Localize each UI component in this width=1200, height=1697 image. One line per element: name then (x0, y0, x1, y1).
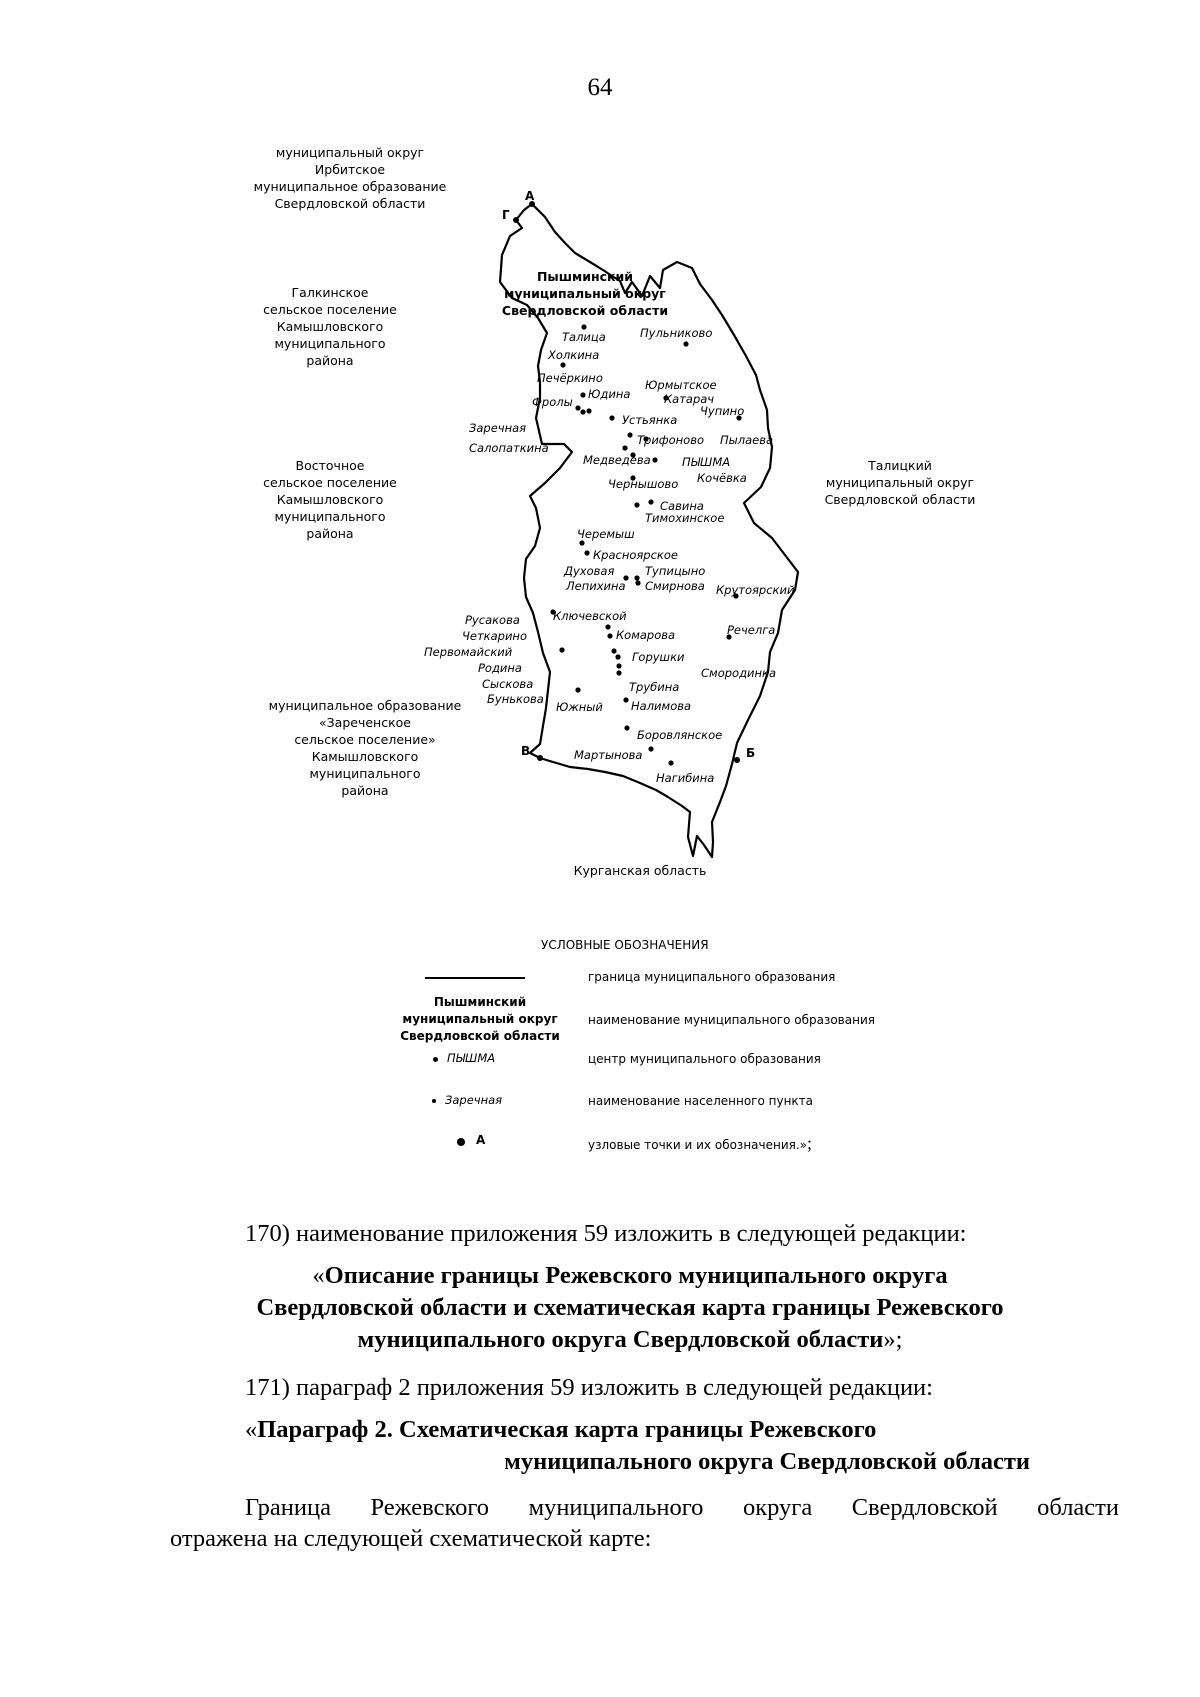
settlement-dot (648, 746, 653, 751)
heading-appendix-59-name (170, 1260, 1090, 1356)
settlement-dot (634, 502, 639, 507)
settlement-ustyanka: Устьянка (622, 413, 678, 427)
settlement-dot (622, 445, 627, 450)
settlement-rodina: Родина (478, 661, 522, 675)
settlement-medvedeva: Медведева (583, 453, 651, 467)
legend-boundary-line (425, 977, 525, 979)
settlement-salopatkina: Салопаткина (469, 441, 549, 455)
settlement-smorodinka: Смородинка (701, 666, 777, 680)
settlement-talitsa: Талица (562, 330, 606, 344)
settlement-komarova: Комарова (616, 628, 676, 642)
heading-2-open-quote: « (245, 1416, 258, 1443)
heading-1-line-2: Свердловской области и схематическая карта границы Режевского (256, 1294, 1004, 1321)
neighbor-vostochnoe-label: Восточное сельское поселение Камышловского муниципального района (263, 458, 397, 541)
settlement-yuzhny: Южный (556, 700, 603, 714)
legend-center-dot (433, 1057, 438, 1062)
settlement-dot (648, 499, 653, 504)
heading-2-line-2: муниципального округа Свердловской области (504, 1448, 1030, 1475)
settlement-krasnoyarskoe: Красноярское (593, 548, 678, 562)
node-g-dot (513, 217, 519, 223)
settlement-dot (623, 697, 628, 702)
settlement-rusakova: Русакова (465, 613, 520, 627)
settlement-dot (559, 647, 564, 652)
settlement-tupitsyno: Тупицыно (645, 564, 706, 578)
legend-center-desc: центр муниципального образования (588, 1052, 821, 1066)
settlement-borovlyanskoe: Боровлянское (637, 728, 723, 742)
settlement-dot (616, 663, 621, 668)
settlement-nagibina: Нагибина (656, 771, 715, 785)
node-v-dot (537, 755, 543, 761)
settlement-kochevka: Кочёвка (697, 471, 747, 485)
settlement-dot (615, 654, 620, 659)
settlement-pulnikovo: Пульниково (640, 326, 713, 340)
settlement-dot (652, 457, 657, 462)
settlement-dot (580, 392, 585, 397)
settlement-dot (575, 687, 580, 692)
settlement-nalimova: Налимова (631, 699, 692, 713)
neighbor-galkinskoe-label: Галкинское сельское поселение Камышловского муниципального района (263, 285, 397, 368)
settlement-dot (581, 324, 586, 329)
legend-name-sample: Пышминский муниципальный округ Свердловской области (400, 995, 560, 1043)
heading-2-line-1: Параграф 2. Схематическая карта границы Режевского (257, 1416, 877, 1443)
settlement-pylaeva: Пылаева (720, 433, 774, 447)
settlement-dot (579, 540, 584, 545)
settlement-dot (668, 760, 673, 765)
settlement-dot (586, 408, 591, 413)
node-label-b: Б (746, 746, 756, 760)
neighbor-talitsky-label: Талицкий муниципальный округ Свердловской области (824, 458, 976, 507)
legend-node-desc-text: узловые точки и их обозначения.» (588, 1138, 808, 1152)
settlement-zarechnaya: Заречная (469, 421, 527, 435)
settlement-dot (575, 405, 580, 410)
paragraph-171: 171) параграф 2 приложения 59 изложить в следующей редакции: (245, 1374, 933, 1401)
settlement-dot (607, 633, 612, 638)
settlement-klyuchevskoy: Ключевской (553, 609, 627, 623)
heading-1-close-quote: »; (883, 1326, 903, 1353)
settlement-froly: Фролы (532, 395, 573, 409)
settlement-gorushki: Горушки (632, 650, 685, 664)
settlement-chernyshovo: Чернышово (608, 477, 679, 491)
settlement-dot (627, 432, 632, 437)
settlement-dot (580, 409, 585, 414)
heading-1-line-3: муниципального округа Свердловской области (357, 1326, 884, 1353)
settlement-duhovaya: Духовая (564, 564, 615, 578)
settlement-pyshma: ПЫШМА (682, 455, 731, 469)
settlement-rechelga: Речелга (727, 623, 776, 637)
settlement-pecherkino: Печёркино (537, 371, 603, 385)
map-municipality-title: Пышминский муниципальный округ Свердловской области (501, 269, 669, 318)
heading-1-line-1: Описание границы Режевского муниципального округа (324, 1262, 948, 1289)
settlement-krutoyarsky: Крутоярский (716, 583, 795, 597)
heading-1-open-quote: « (312, 1262, 325, 1289)
neighbor-kurgan-label: Курганская область (573, 863, 707, 878)
legend-settlement-dot (432, 1099, 436, 1103)
legend-node-sample: А (476, 1133, 486, 1147)
settlement-dot (609, 415, 614, 420)
settlement-dot (634, 575, 639, 580)
settlement-lepihina: Лепихина (566, 579, 626, 593)
settlement-dot (624, 725, 629, 730)
settlement-martynova: Мартынова (574, 748, 643, 762)
legend-node-desc (588, 1133, 812, 1154)
settlement-pervomaysky: Первомайский (424, 645, 513, 659)
legend-center-sample: ПЫШМА (447, 1051, 496, 1065)
neighbor-irbit-label: муниципальный округ Ирбитское муниципальное образование Свердловской области (253, 145, 447, 211)
node-b-dot (734, 757, 740, 763)
legend-settlement-desc: наименование населенного пункта (588, 1094, 813, 1108)
settlement-dot (635, 580, 640, 585)
settlement-holkina: Холкина (548, 348, 600, 362)
node-label-a: А (525, 189, 535, 203)
legend-settlement-sample: Заречная (445, 1093, 503, 1107)
legend-title: УСЛОВНЫЕ ОБОЗНАЧЕНИЯ (541, 938, 709, 952)
neighbor-zarechenskoe-label: муниципальное образование «Зареченское сельское поселение» Камышловского муниципального района (268, 698, 462, 798)
settlement-cheremysh: Черемыш (577, 527, 635, 541)
settlement-dot (683, 341, 688, 346)
node-label-v: В (521, 744, 531, 758)
settlement-bunkova: Бунькова (487, 692, 544, 706)
settlement-yurmytskoe: Юрмытское (645, 378, 717, 392)
settlement-katarach: Катарач (664, 392, 715, 406)
legend-boundary-desc: граница муниципального образования (588, 970, 836, 984)
page-number: 64 (587, 74, 613, 101)
settlement-trifonovo: Трифоново (637, 433, 705, 447)
heading-paragraph-2 (230, 1414, 1030, 1478)
settlement-dot (605, 624, 610, 629)
legend-node-dot (457, 1138, 465, 1146)
final-paragraph-line-2: отражена на следующей схематической карте: (170, 1525, 652, 1552)
settlement-smirnova: Смирнова (645, 579, 705, 593)
legend-name-desc: наименование муниципального образования (588, 1013, 875, 1027)
settlement-dot (616, 670, 621, 675)
settlement-savina: Савина (660, 499, 704, 513)
final-paragraph-line-1: Граница Режевского муниципального округа Свердловской области (245, 1494, 1119, 1521)
settlement-trubina: Трубина (629, 680, 680, 694)
paragraph-170: 170) наименование приложения 59 изложить в следующей редакции: (245, 1220, 967, 1247)
settlement-yudina: Юдина (588, 387, 631, 401)
settlement-syskova: Сыскова (482, 677, 534, 691)
legend-node-desc-end: ; (807, 1133, 813, 1153)
settlement-dot (611, 648, 616, 653)
node-label-g: Г (502, 208, 510, 222)
settlement-chetkarino: Четкарино (462, 629, 527, 643)
settlement-dot (560, 362, 565, 367)
settlement-timohinskoe: Тимохинское (645, 511, 725, 525)
settlement-dot (584, 550, 589, 555)
settlement-chupino: Чупино (700, 404, 745, 418)
